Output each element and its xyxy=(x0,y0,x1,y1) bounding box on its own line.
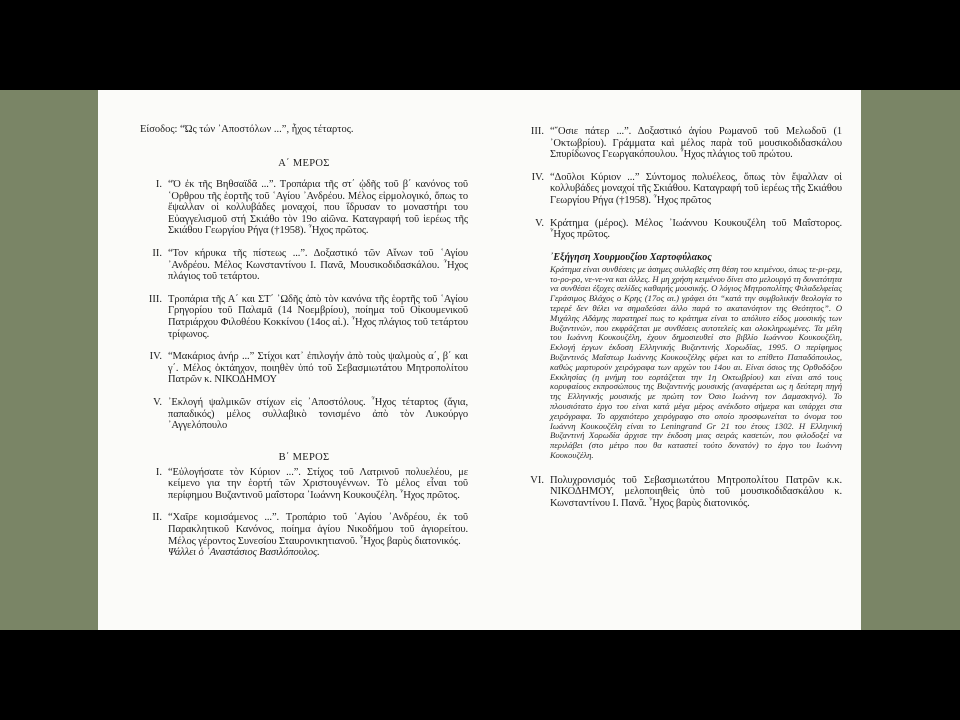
left-column xyxy=(140,124,468,570)
document-page xyxy=(98,90,861,630)
program-item xyxy=(522,218,842,241)
program-item xyxy=(140,248,468,283)
item-number: II. xyxy=(152,247,162,259)
program-item xyxy=(522,475,842,510)
item-text: ᾽Εκλογή ψαλμικῶν στίχων εἰς ᾽Αποστόλους. ῏Ηχος τέταρτος (ἅγια, παπαδικός) μέλος συλλαβικὸ τονισμένο ἀπὸ τὸν Λυκούργο ᾽Αγγελόπουλο xyxy=(168,396,468,432)
item-number: II. xyxy=(152,512,162,524)
performer-credit xyxy=(140,547,468,559)
item-text: “῎Οσιε πάτερ ...”. Δοξαστικό ἁγίου Ρωμανοῦ τοῦ Μελωδοῦ (1 ᾽Οκτωβρίου). Γράμματα καὶ μέλος παρὰ τοῦ μουσικοδιδασκάλου Σπυρίδωνος Γεωργακόπουλου. ῏Ηχος πλάγιος τοῦ πρώτου. xyxy=(550,126,842,161)
item-text: Πολυχρονισμός τοῦ Σεβασμιωτάτου Μητροπολίτου Πατρῶν κ.κ. ΝΙΚΟΔΗΜΟΥ, μελοποιηθεὶς ὑπὸ τοῦ μουσικοδιδασκάλου κ. Κωνσταντίνου Ι. Πανᾶ. ῏Ηχος βαρὺς διατονικός. xyxy=(550,474,842,509)
item-text: “Τον κήρυκα τῆς πίστεως ...”. Δοξαστικό τῶν Αἴνων τοῦ ῾Αγίου ᾽Ανδρέου. Μέλος Κωνσταντίνου Ι. Πανᾶ, Μουσικοδιδασκάλου. ῏Ηχος πλάγιος τοῦ τετάρτου. xyxy=(168,247,468,283)
section-b-title: Β΄ ΜΕΡΟΣ xyxy=(278,451,330,463)
item-text: “Εὐλογήσατε τὸν Κύριον ...”. Στίχος τοῦ Λατρινοῦ πολυελέου, με κείμενο για την ἑορτή τῶν Χριστουγέννων. Τὸ μέλος εἶναι τοῦ περίφημου Βυζαντινοῦ μαΐστορα ᾽Ιωάννη Κουκουζέλη. ῏Ηχος πρῶτος. xyxy=(168,466,468,501)
right-column xyxy=(522,126,842,520)
program-item xyxy=(140,294,468,340)
program-item xyxy=(522,126,842,161)
item-number: V. xyxy=(535,217,544,229)
item-number: III. xyxy=(530,126,544,137)
item-number: VI. xyxy=(530,474,544,486)
item-number: I. xyxy=(155,179,162,190)
program-item xyxy=(140,512,468,547)
item-number: V. xyxy=(153,396,162,408)
intro-line: Είσοδος: “Ώς τών ᾽Αποστόλων ...”, ἦχος τέταρτος. xyxy=(140,124,354,135)
item-text: “Μακάριος ἀνήρ ...” Στίχοι κατ᾽ ἐπιλογήν ἀπὸ τοὺς ψαλμοὺς α΄, β΄ και γ΄. Μέλος ὀκτάηχον, ποιηθὲν ὑπό τοῦ Σεβασμιωτάτου Μητροπολίτου Πατρῶν κ. ΝΙΚΟΔΗΜΟΥ xyxy=(168,351,468,386)
program-item xyxy=(522,172,842,207)
item-number: I. xyxy=(155,466,162,478)
item-text: Κράτημα (μέρος). Μέλος ᾽Ιωάννου Κουκουζέλη τοῦ Μαΐστορος. ῏Ηχος πρῶτος. xyxy=(550,217,842,241)
program-item xyxy=(140,351,468,386)
program-item xyxy=(140,397,468,432)
item-text: “Δοῦλοι Κύριον ...” Σύντομος πολυέλεος, ὅπως τὸν ἔψαλλαν οἱ κολλυβάδες μοναχοί τῆς Σκιάθου. Καταγραφή τοῦ ἱερέως τῆς Σκιάθου Γεωργίου Ρήγα (†1958). ῏Ηχος πρῶτος xyxy=(550,171,842,206)
note-text: Κράτημα είναι συνθέσεις με άσημες συλλαβές στη θέση του κειμένου, όπως τε-ρι-ρεμ, το-ρο-ρο, νε-νε-να και άλλες. Η μη χρήση κειμένου δίνει στο μελουργό τη δυνατότητα να συνθέσει έξοχες σελίδες καθαρής μουσικής. Ο λόγιος Μητροπολίτης Φιλαδελφείας Γεράσιμος Βλάχος ο Κρης (17ος αι.) γράφει ότι “κατά την συμβολικήν θεολογία το τερερέ δεν θέλει να σημαδεύσει άλλο παρά το ακατανόητον της Θεότητος”. Ο Μιχάλης Αδάμης παρατηρεί πως το κράτημα είναι το απόλυτο είδος μουσικής των Βυζαντινών, που εκφράζεται με συνθέσεις αυτοτελείς και ολοκληρωμένες. Τα μέλη του Ιωάννη Κουκουζέλη, έχουν δημοσιευθεί στο βιβλίο Ιωάννου Κουκουζέλη, Εκλογή έργων έκδοση Ελληνικής Βυζαντινής Χορωδίας, 1995. Ο περίφημος Βυζαντινός Μαΐστωρ Ιωάννης Κουκουζέλης φέρει και το επίθετο Παπαδόπουλος, καθώς μαρτυρούν χειρόγραφα των αρχών του 14ου αι. Είναι όσιος της Ορθοδόξου Εκκλησίας (η μνήμη του εορτάζεται την 1η Οκτωβρίου) και είναι από τους κορυφαίους εκπροσώπους της Βυζαντινής μουσικής (αναφέρεται ως η δεύτερη πηγή της Ελληνικής μουσικής με πρώτη τον Όσιο Ιωάννη τον Δαμασκηνό). Το πλουσιότατο έργο του είναι κατά μέγα μέρος ανέκδοτο σήμερα και υπάρχει στα χειρόγραφα. Το αρχαιότερο χειρόγραφο στο οποίο προσφωνείται το όνομα του Ιωάννη Κουκουζέλη είναι το Leningrand Gr 21 του έτους 1302. Η Ελληνική Βυζαντινή Χορωδία άρχισε την έκδοση μιας σειράς κασετών, που φιλοδοξεί να περιλάβει (στο μέτρο που θα καταστεί τούτο δυνατόν) το έργο του Ιωάννη Κουκουζέλη. xyxy=(550,263,842,460)
item-number: III. xyxy=(148,293,162,305)
performer-text: Ψάλλει ὁ ᾽Αναστάσιος Βασιλόπουλος. xyxy=(168,547,320,559)
item-number: IV. xyxy=(531,171,544,183)
item-text: “Χαῖρε κομισάμενος ...”. Τροπάριο τοῦ ῾Αγίου ᾽Ανδρέου, ἐκ τοῦ Παρακλητικοῦ Κανόνος, ποίημα ἁγίου Νικοδήμου τοῦ ἁγιορείτου. Μέλος γέροντος Συνεσίου Σταυρονικητιανοῦ. ῏Ηχος βαρὺς διατονικός. xyxy=(168,512,468,547)
item-text: “Ὁ ἐκ τῆς Βηθσαϊδᾶ ...”. Τροπάρια τῆς στ΄ ᾠδῆς τοῦ β΄ κανόνος τοῦ ῾Ορθρου τῆς ἑορτῆς τοῦ ῾Αγίου ᾽Ανδρέου. Μέλος εἱρμολογικό, ὅπως το ἔψαλλαν οἱ κολλυβάδες μοναχοί, που ἵδρυσαν το μοναστήρι του Εὐαγγελισμοῦ στή Σκιάθο τὸν 19ο αἰῶνα. Καταγραφή τοῦ ἱερέως τῆς Σκιάθου Γεωργίου Ρήγα (†1958). ῏Ηχος πρῶτος. xyxy=(168,179,468,237)
program-item xyxy=(140,467,468,502)
note-title: ᾽Εξήγηση Χουρμουζίου Χαρτοφύλακος xyxy=(550,251,712,263)
item-number: IV. xyxy=(149,351,162,363)
section-a-title: Α΄ ΜΕΡΟΣ xyxy=(278,158,330,169)
program-item xyxy=(140,179,468,237)
item-text: Τροπάρια τῆς Α΄ και ΣΤ΄ ᾽Ωδῆς ἀπὸ τὸν κανόνα τῆς ἑορτῆς τοῦ ῾Αγίου Γρηγορίου τοῦ Παλαμᾶ (14 Νοεμβρίου), ποίημα τοῦ Οἰκουμενικοῦ Πατριάρχου Φιλοθέου Κοκκίνου (14ος αἰ.). ῏Ηχος πλάγιος τοῦ τετάρτου τρίφωνος. xyxy=(168,293,468,340)
explanation-note xyxy=(550,252,842,461)
